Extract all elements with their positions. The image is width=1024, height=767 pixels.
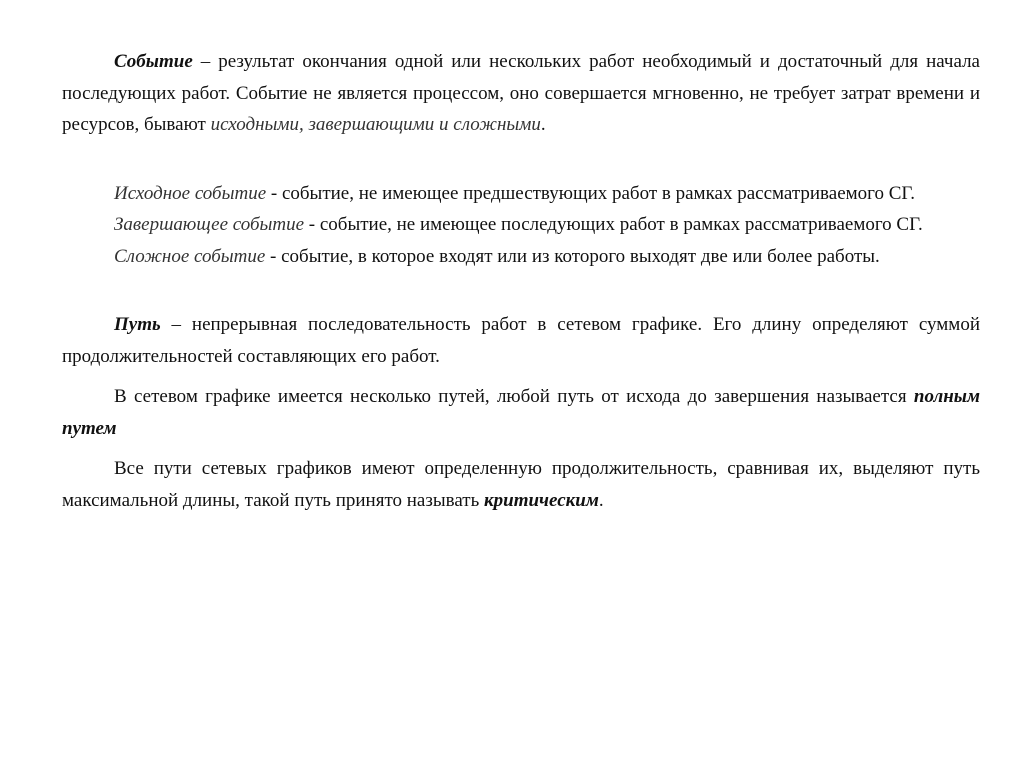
final-event-text: - событие, не имеющее последующих работ в рамках рассматриваемого СГ. [304, 214, 923, 235]
term-initial-event: Исходное событие [114, 182, 267, 204]
term-complex-event: Сложное событие [114, 245, 266, 267]
complex-event-text: - событие, в которое входят или из которого выходят две или более работы. [265, 245, 880, 267]
paragraph-full-path [62, 381, 980, 444]
event-definition-text: – результат окончания одной или нескольких работ необходимый и достаточный для начала последующих работ. Событие не является процессом, оно совершается мгновенно, не требует затрат времени и ресурсов, бывают [62, 51, 980, 135]
paragraph-initial-event [62, 178, 980, 210]
term-full-path: полным путем [62, 386, 980, 439]
term-event: Событие [114, 51, 193, 72]
initial-event-text: - событие, не имеющее предшествующих работ в рамках рассматриваемого СГ. [266, 182, 915, 204]
full-path-text: В сетевом графике имеется несколько путей, любой путь от исхода до завершения называется [114, 386, 914, 407]
term-critical: критическим [484, 489, 599, 511]
event-kinds: исходными, завершающими и сложными [210, 114, 541, 135]
term-path: Путь [114, 314, 161, 335]
critical-path-text: Все пути сетевых графиков имеют определенную продолжительность, сравнивая их, выделяют путь максимальной длины, такой путь принято называть [62, 458, 980, 511]
paragraph-critical-path [62, 453, 980, 516]
paragraph-event-definition [62, 46, 980, 141]
paragraph-final-event [62, 209, 980, 241]
critical-end: . [598, 489, 604, 511]
paragraph-path-definition [62, 309, 980, 372]
path-definition-text: – непрерывная последовательность работ в сетевом графике. Его длину определяют суммой продолжительностей составляющих его работ. [62, 314, 980, 367]
term-final-event: Завершающее событие [114, 214, 305, 235]
paragraph-complex-event [62, 241, 980, 273]
event-end: . [540, 114, 546, 135]
document-page [62, 46, 980, 516]
